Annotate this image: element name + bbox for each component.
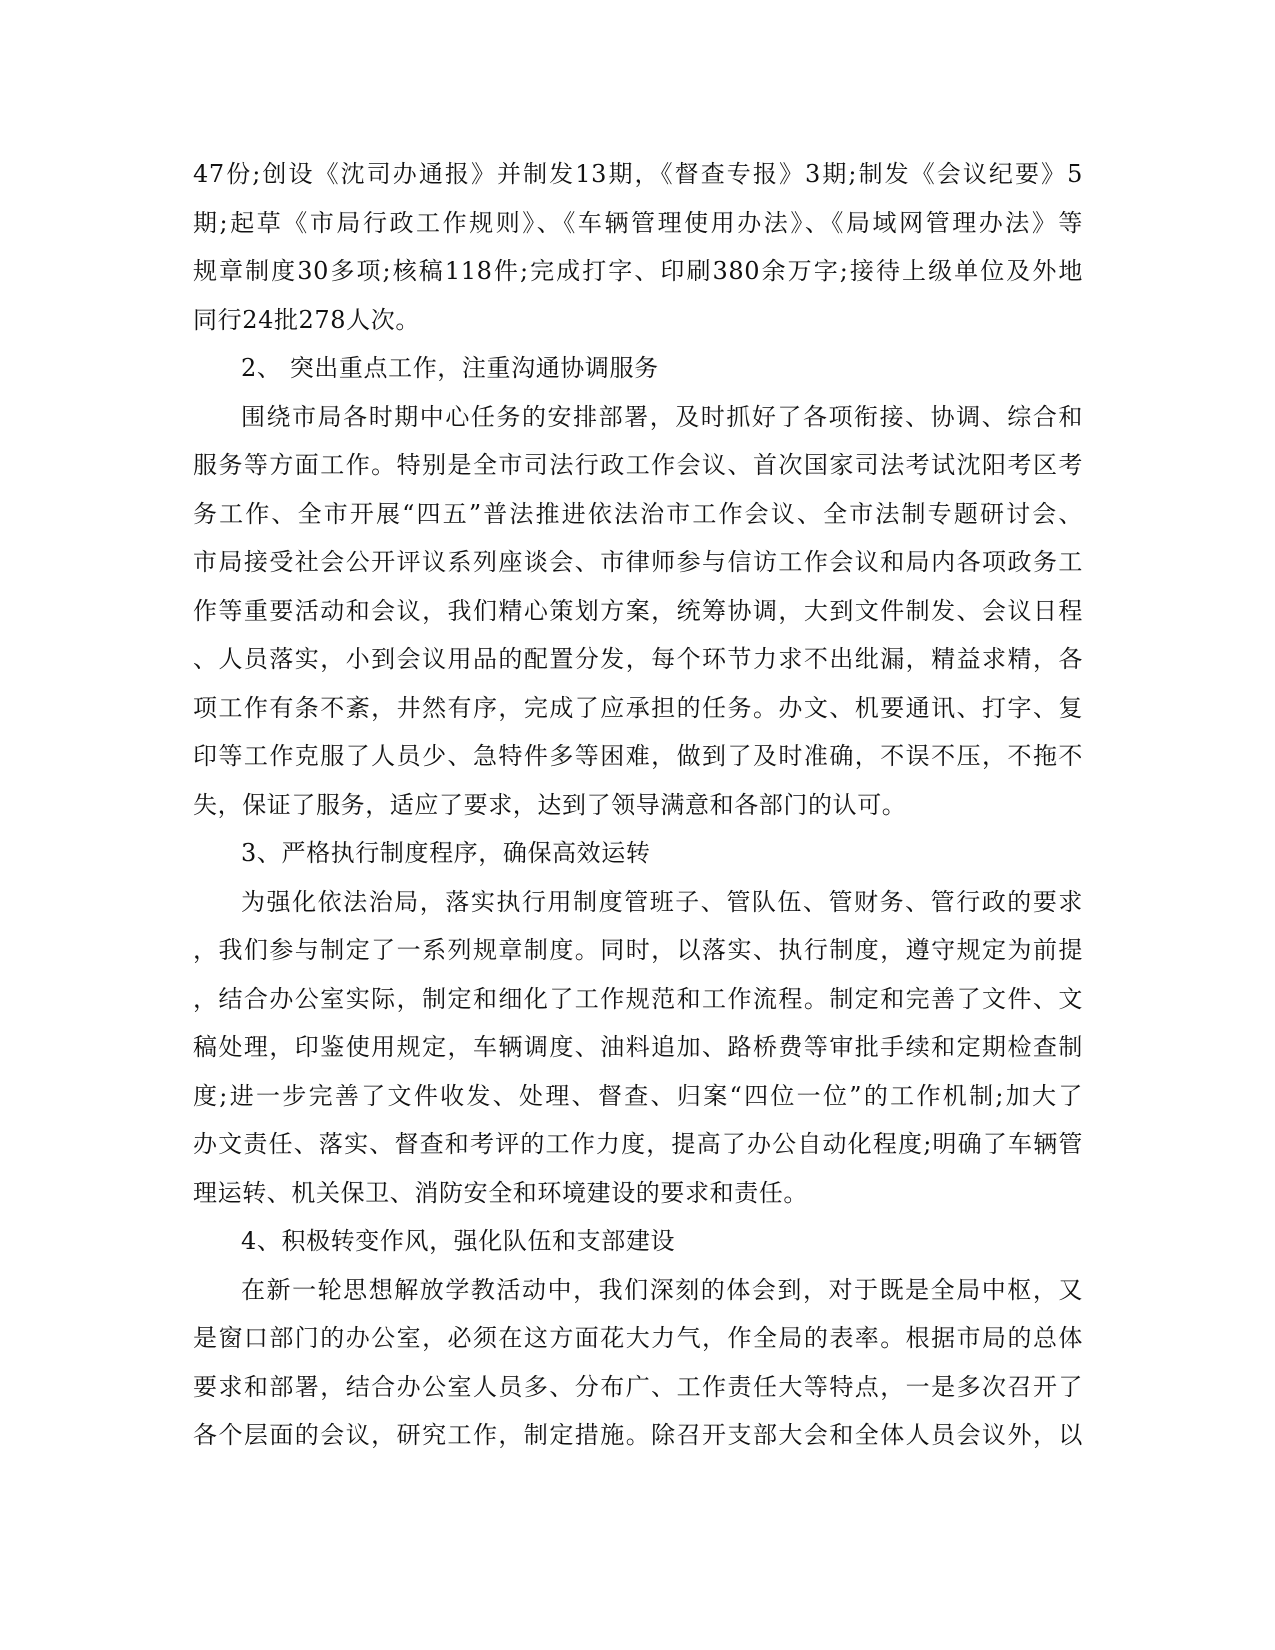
text-line: 稿处理，印鉴使用规定，车辆调度、油料追加、路桥费等审批手续和定期检查制 bbox=[193, 1033, 1083, 1061]
text-line: 2、 突出重点工作，注重沟通协调服务 bbox=[241, 354, 659, 382]
text-line: 服务等方面工作。特别是全市司法行政工作会议、首次国家司法考试沈阳考区考 bbox=[193, 451, 1083, 479]
text-line: ，我们参与制定了一系列规章制度。同时，以落实、执行制度，遵守规定为前提 bbox=[193, 936, 1083, 964]
text-line: 各个层面的会议，研究工作，制定措施。除召开支部大会和全体人员会议外，以 bbox=[193, 1421, 1083, 1449]
text-line: 4、积极转变作风，强化队伍和支部建设 bbox=[241, 1227, 676, 1255]
text-line: 市局接受社会公开评议系列座谈会、市律师参与信访工作会议和局内各项政务工 bbox=[193, 548, 1083, 576]
text-line: 期;起草《市局行政工作规则》、《车辆管理使用办法》、《局域网管理办法》等 bbox=[193, 208, 1083, 237]
text-line: 项工作有条不紊，井然有序，完成了应承担的任务。办文、机要通讯、打字、复 bbox=[193, 693, 1083, 722]
text-line: 在新一轮思想解放学教活动中，我们深刻的体会到，对于既是全局中枢，又 bbox=[241, 1275, 1083, 1304]
text-line: 3、严格执行制度程序，确保高效运转 bbox=[241, 839, 651, 867]
text-line: 印等工作克服了人员少、急特件多等困难，做到了及时准确，不误不压，不拖不 bbox=[193, 742, 1083, 770]
text-line: 是窗口部门的办公室，必须在这方面花大力气，作全局的表率。根据市局的总体 bbox=[193, 1324, 1083, 1352]
text-line: 要求和部署，结合办公室人员多、分布广、工作责任大等特点，一是多次召开了 bbox=[193, 1372, 1083, 1401]
text-line: ，结合办公室实际，制定和细化了工作规范和工作流程。制定和完善了文件、文 bbox=[193, 984, 1083, 1013]
text-line: 围绕市局各时期中心任务的安排部署，及时抓好了各项衔接、协调、综合和 bbox=[241, 402, 1083, 431]
text-line: 度;进一步完善了文件收发、处理、督查、归案“四位一位”的工作机制;加大了 bbox=[193, 1081, 1083, 1110]
text-line: 、人员落实，小到会议用品的配置分发，每个环节力求不出纰漏，精益求精，各 bbox=[193, 645, 1083, 673]
text-line: 失，保证了服务，适应了要求，达到了领导满意和各部门的认可。 bbox=[193, 790, 907, 819]
text-line: 理运转、机关保卫、消防安全和环境建设的要求和责任。 bbox=[193, 1178, 808, 1207]
text-line: 47份;创设《沈司办通报》并制发13期，《督查专报》3期;制发《会议纪要》5 bbox=[193, 160, 1083, 188]
text-line: 同行24批278人次。 bbox=[193, 305, 420, 334]
text-line: 办文责任、落实、督查和考评的工作力度，提高了办公自动化程度;明确了车辆管 bbox=[193, 1130, 1083, 1158]
text-line: 规章制度30多项;核稿118件;完成打字、印刷380余万字;接待上级单位及外地 bbox=[193, 257, 1083, 285]
text-line: 为强化依法治局，落实执行用制度管班子、管队伍、管财务、管行政的要求 bbox=[241, 887, 1083, 916]
text-line: 作等重要活动和会议，我们精心策划方案，统筹协调，大到文件制发、会议日程 bbox=[193, 596, 1083, 625]
text-line: 务工作、全市开展“四五”普法推进依法治市工作会议、全市法制专题研讨会、 bbox=[193, 499, 1083, 528]
document-body bbox=[193, 150, 1083, 1460]
